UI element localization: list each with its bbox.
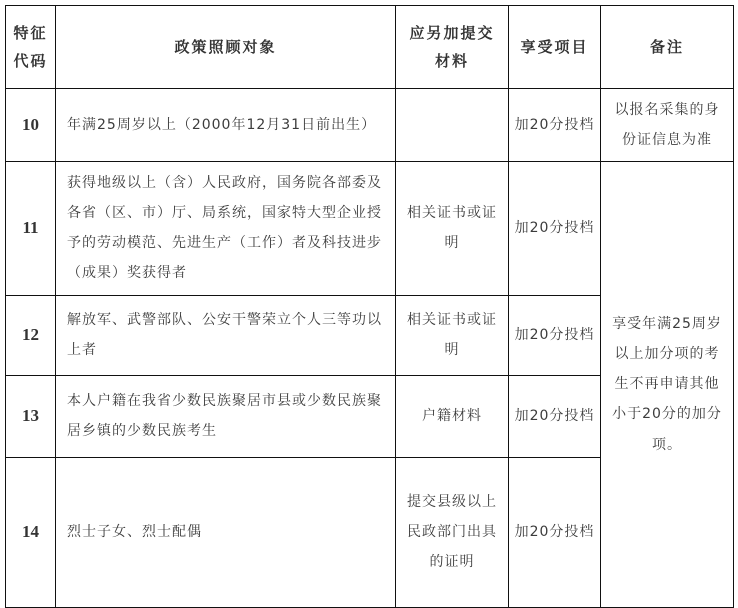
header-cell-extra-materials: 应另加提交材料 [396,6,509,89]
header-cell-policy-target: 政策照顾对象 [56,6,396,89]
cell-feature-code: 14 [6,457,56,607]
policy-bonus-table [5,5,734,608]
header-cell-benefit: 享受项目 [509,6,601,89]
cell-benefit: 加20分投档 [509,457,601,607]
cell-extra-materials: 相关证书或证明 [396,162,509,295]
cell-policy-target: 烈士子女、烈士配偶 [56,457,396,607]
cell-policy-target: 解放军、武警部队、公安干警荣立个人三等功以上者 [56,295,396,375]
header-cell-remark: 备注 [601,6,734,89]
cell-benefit: 加20分投档 [509,89,601,162]
cell-feature-code: 10 [6,89,56,162]
cell-feature-code: 12 [6,295,56,375]
cell-benefit: 加20分投档 [509,295,601,375]
cell-extra-materials: 户籍材料 [396,375,509,457]
table-header-row [6,6,734,89]
cell-benefit: 加20分投档 [509,162,601,295]
header-cell-feature-code: 特征代码 [6,6,56,89]
cell-feature-code: 11 [6,162,56,295]
cell-policy-target: 年满25周岁以上（2000年12月31日前出生） [56,89,396,162]
cell-extra-materials: 提交县级以上民政部门出具的证明 [396,457,509,607]
cell-feature-code: 13 [6,375,56,457]
cell-remark: 以报名采集的身份证信息为准 [601,89,734,162]
cell-extra-materials [396,89,509,162]
table-row [6,162,734,295]
cell-benefit: 加20分投档 [509,375,601,457]
cell-policy-target: 本人户籍在我省少数民族聚居市县或少数民族聚居乡镇的少数民族考生 [56,375,396,457]
cell-extra-materials: 相关证书或证明 [396,295,509,375]
cell-policy-target: 获得地级以上（含）人民政府，国务院各部委及各省（区、市）厅、局系统，国家特大型企业授予的劳动模范、先进生产（工作）者及科技进步（成果）奖获得者 [56,162,396,295]
table-row [6,89,734,162]
cell-remark-merged: 享受年满25周岁以上加分项的考生不再申请其他小于20分的加分项。 [601,162,734,607]
